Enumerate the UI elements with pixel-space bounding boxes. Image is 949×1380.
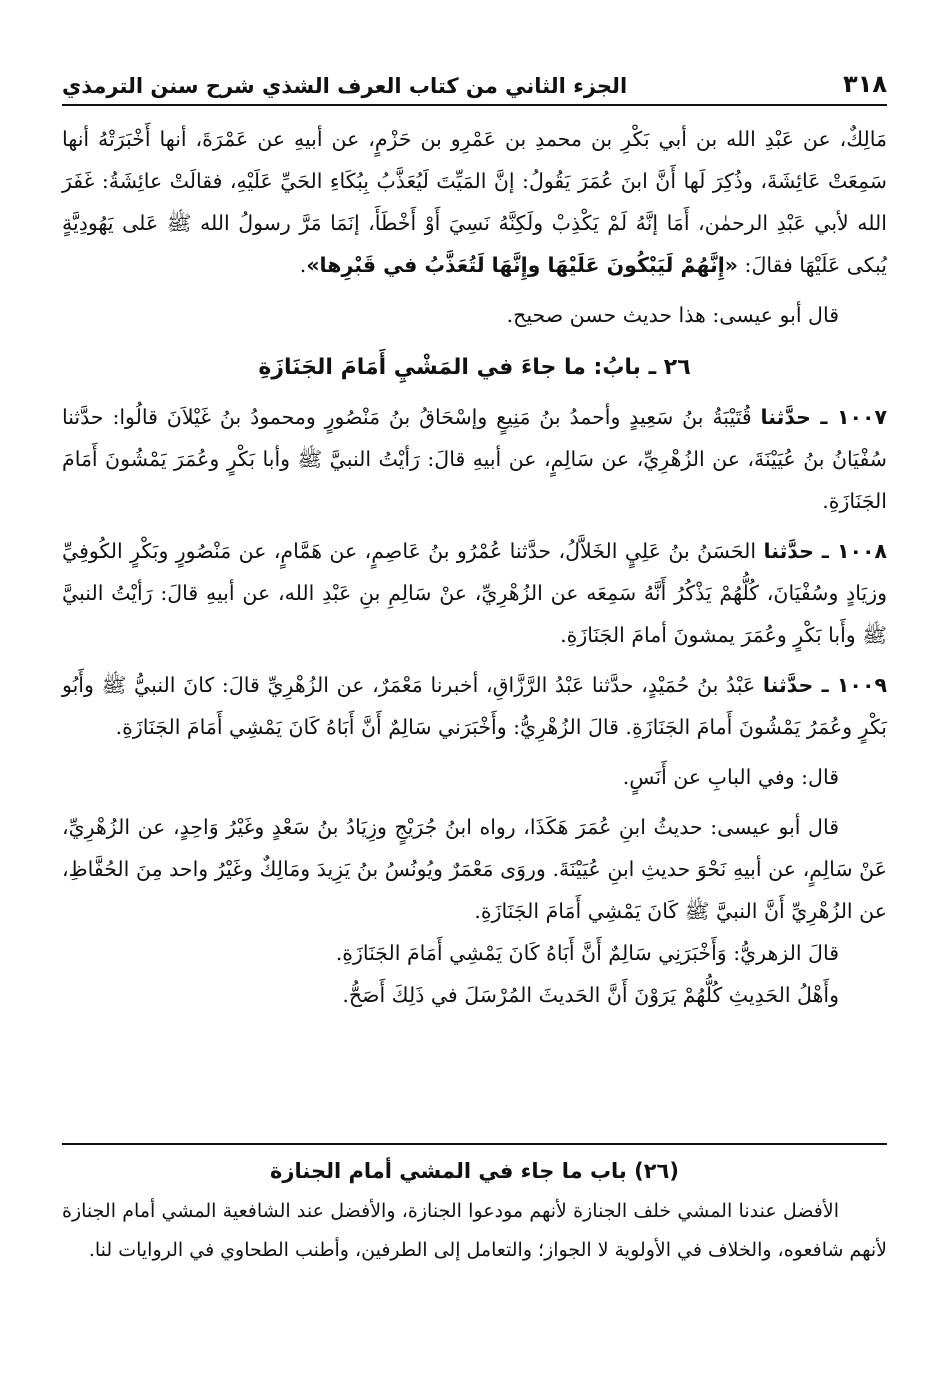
- commentary-title: (٢٦) باب ما جاء في المشي أمام الجنازة: [270, 1159, 679, 1183]
- hadith-1008: [62, 530, 887, 656]
- chapter-title: ٢٦ ـ بابُ: ما جاءَ في المَشْيِ أَمَامَ الجَنَازَةِ: [258, 355, 691, 380]
- commentary-section: [62, 1152, 887, 1270]
- paragraph-zuhri: قالَ الزهريُّ: وَأَخْبَرَنِي سَالِمٌ أَنَّ أَبَاهُ كَانَ يَمْشِي أَمَامَ الجَنَازَةِ.: [335, 941, 839, 965]
- hadith-1009-text: عَبْدُ بنُ حُمَيْدٍ، حدَّثنا عَبْدُ الرَّزَّاقِ، أخبرنا مَعْمَرٌ، عن الزُهْرِيِّ قالَ: كانَ النبيُّ ﷺ وأَبُو بَكْرٍ وعُمَرُ يَمْشُونَ أَمامَ الجَنَازَةِ. قالَ الزُهْرِيُّ: وأَخْبَرَني سَالِمٌ أَنَّ أَبَاهُ كَانَ يَمْشِي أَمَامَ الجَنَازَةِ.: [62, 673, 887, 739]
- paragraph-end: .: [299, 253, 307, 277]
- paragraph-wafi-al-bab: قال: وفي البابِ عن أَنَسٍ.: [622, 765, 839, 789]
- page-header: [62, 58, 887, 106]
- hadith-1008-text: الحَسَنُ بنُ عَلِيٍ الخَلاَّلُ، حدَّثنا عُمْرُو بنُ عَاصِمٍ، عن هَمَّامٍ، عن مَنْصُورٍ وبَكْرٍ الكُوفِيِّ وزيَادٍ وسُفْيَانَ، كُلُّهُمْ يَذْكُرُ أَنَّهُ سَمِعَه عن الزُهْرِيِّ، عنْ سَالِمِ بنِ عَبْدِ الله، عن أبيهِ قالَ: رَأيْتُ النبيَّ ﷺ وأَبا بَكْرٍ وعُمَرَ يمشونَ أمامَ الجَنَازَةِ.: [62, 539, 887, 647]
- hadith-1007-label: ١٠٠٧ ـ حدَّثنا: [760, 405, 887, 429]
- paragraph-malik: [62, 118, 887, 286]
- hadith-1009-label: ١٠٠٩ ـ حدَّثنا: [762, 673, 887, 697]
- paragraph-ahl-al-hadith: وأَهْلُ الحَدِيثِ كُلُّهُمْ يَرَوْنَ أَنَّ الحَديثَ المُرْسَلَ في ذَلِكَ أَصَحُّ.: [342, 983, 839, 1007]
- hadith-1007-text: قُتَيْبَةُ بنُ سَعِيدٍ وأحمدُ بنُ مَنِيعٍ وإسْحَاقُ بنُ مَنْصُورٍ ومحمودُ بنُ غَيْلاَنَ قالُوا: حدَّثنا سُفْيَانُ بنُ عُيَيْنَةَ، عن الزُهْرِيِّ، عن سَالِمٍ، عن أبيهِ قالَ: رَأيْتُ النبيَّ ﷺ وأبا بَكْرٍ وعُمَرَ يَمْشُونَ أَمَامَ الجَنَازَةِ.: [62, 405, 887, 513]
- paragraph-abu-isa-commentary: قال أبو عيسى: حديثُ ابنِ عُمَرَ هَكَذَا، رواه ابنُ جُرَيْجٍ وزِيَادُ بنُ سَعْدٍ وغَيْرُ وَاحِدٍ، عن الزُهْرِيِّ، عَنْ سَالِمٍ، عن أبيهِ نَحْوَ حديثِ ابنِ عُيَيْنَةَ. وروَى مَعْمَرٌ ويُونُسُ بنُ يَزِيدَ ومَالِكٌ وغَيْرُ واحد مِنَ الحُفَّاظِ، عن الزُهْرِيِّ أَنَّ النبيَّ ﷺ كَانَ يَمْشِي أَمَامَ الجَنَازَةِ.: [62, 815, 887, 923]
- hadith-1009: [62, 664, 887, 748]
- running-title: الجزء الثاني من كتاب العرف الشذي شرح سنن الترمذي: [62, 74, 628, 98]
- footnote-divider: [62, 1143, 887, 1145]
- hadith-quote: «إِنَّهُمْ لَيَبْكُونَ عَلَيْهَا وإِنَّهَا لَتُعَذَّبُ في قَبْرِها»: [306, 253, 739, 277]
- hadith-1007: [62, 396, 887, 522]
- paragraph-abu-isa-ruling: قال أبو عيسى: هذا حديث حسن صحيح.: [506, 303, 839, 327]
- paragraph-malik-text: مَالِكٌ، عن عَبْدِ الله بن أبي بَكْرِ بن محمدِ بن عَمْرِو بن حَزْمٍ، عن أبيهِ عن عَمْرَةَ، أنها أَخْبَرَتْهُ أنها سَمِعَتْ عَائِشَةَ، وذُكِرَ لَها أَنَّ ابنَ عُمَرَ يَقُولُ: إنَّ المَيِّتَ لَيُعَذَّبُ بِبُكَاءِ الحَيِّ عَلَيْهِ، فقالَتْ عائِشَةُ: غَفَرَ الله لأبي عَبْدِ الرحمٰن، أَمَا إنَّهُ لَمْ يَكْذِبْ ولَكِنَّهُ نَسِيَ أَوْ أَخْطَأَ، إنَمَا مَرَّ رسولُ الله ﷺ عَلى يَهُودِيَّةٍ يُبكى عَلَيْهَا فقالَ:: [62, 127, 887, 277]
- page-number: ٣١٨: [843, 70, 887, 98]
- hadith-1008-label: ١٠٠٨ ـ حدَّثنا: [763, 539, 887, 563]
- main-text: [62, 118, 887, 1016]
- commentary-text: الأفضل عندنا المشي خلف الجنازة لأنهم مودعوا الجنازة، والأفضل عند الشافعية المشي أمام الجنازة لأنهم شافعوه، والخلاف في الأولوية لا الجواز؛ والتعامل إلى الطرفين، وأطنب الطحاوي في الروايات لنا.: [62, 1200, 887, 1261]
